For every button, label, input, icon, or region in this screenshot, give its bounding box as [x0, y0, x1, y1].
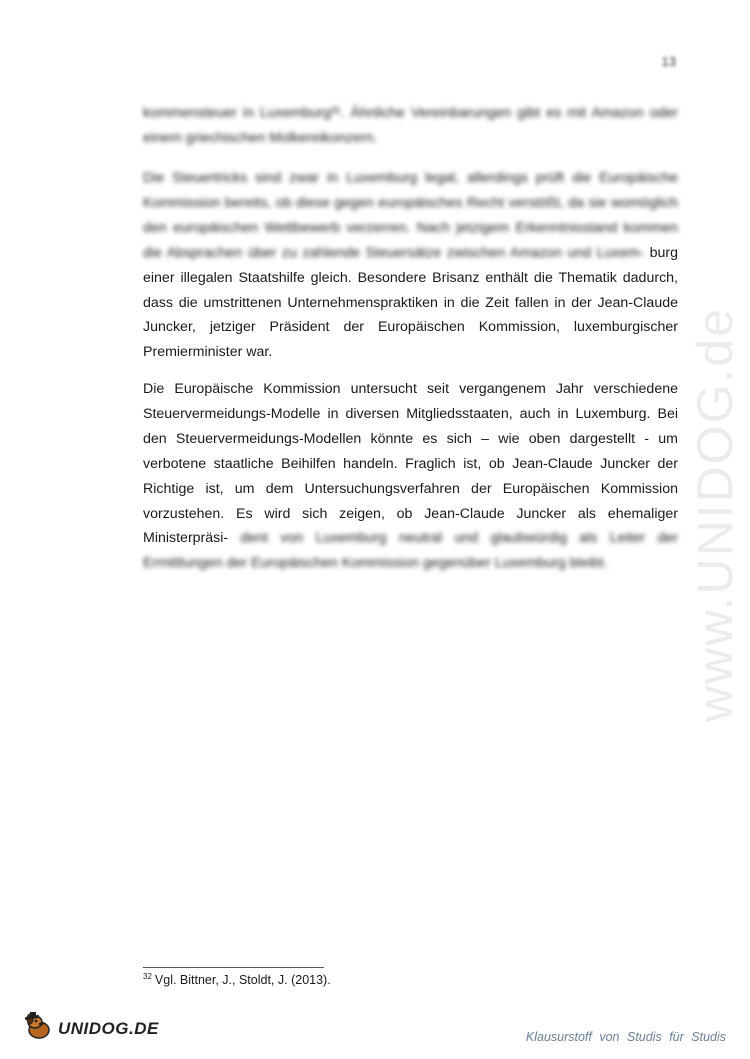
footnote-divider: [143, 967, 324, 968]
visible-text: Die Europäische Kommission untersucht seit vergangenem Jahr verschiedene Steuervermeidungs-Modelle in diversen Mitgliedsstaaten, auch in Luxemburg. Bei den Steuervermeidungs-Modellen könnte es sich – wie oben dargestellt - um verbotene staatliche Beihilfen handeln. Fraglich ist, ob Jean-Claude Juncker der Richtige ist, um dem Untersuchungsverfahren der Europäischen Kommission vorzustehen. Es wird sich zeigen, ob Jean-Claude Juncker als ehemaliger Ministerpräsi-: [143, 381, 678, 547]
footnote-number: 32: [143, 972, 152, 981]
paragraph-commission: [143, 377, 678, 576]
tagline: Klausurstoff von Studis für Studis: [525, 1030, 726, 1044]
logo-text: UNIDOG.DE: [58, 1018, 159, 1038]
paragraph-continuation: [143, 101, 678, 151]
dog-mascot-icon: [22, 1011, 56, 1046]
visible-text: burg einer illegalen Staatshilfe gleich. Besondere Brisanz enthält die Thematik dadurch, dass die umstrittenen Unternehmenspraktiken in die Zeit fallen in der Jean-Claude Juncker, jetziger Präsident der Europäischen Kommission, luxemburgischer Premierminister war.: [143, 244, 678, 361]
footnote-text: Vgl. Bittner, J., Stoldt, J. (2013).: [154, 973, 331, 987]
blurred-text: kommensteuer in Luxemburg³¹. Ähnliche Vereinbarungen gibt es mit Amazon oder einem griechischen Molkereikonzern.: [143, 105, 678, 146]
footnote: [143, 972, 331, 987]
page-number: 13: [661, 54, 676, 69]
blurred-text: dent von Luxemburg neutral und glaubwürdig als Leiter der Ermittlungen der Europäischen Kommission gegenüber Luxemburg bleibt.: [143, 530, 678, 572]
unidog-logo[interactable]: [22, 1011, 159, 1046]
watermark: www.UNIDOG.de: [687, 307, 743, 722]
paragraph-tax-tricks: [143, 166, 678, 365]
blurred-text: Die Steuertricks sind zwar in Luxemburg legal, allerdings prüft die Europäische Kommission bereits, ob diese gegen europäisches Recht verstößt, da sie womöglich den europäischen Wettbewerb verzerren. Nach jetzigem Erkenntnisstand kommen die Absprachen über zu zahlende Steuersätze zwischen Amazon und Luxem-: [143, 170, 678, 261]
